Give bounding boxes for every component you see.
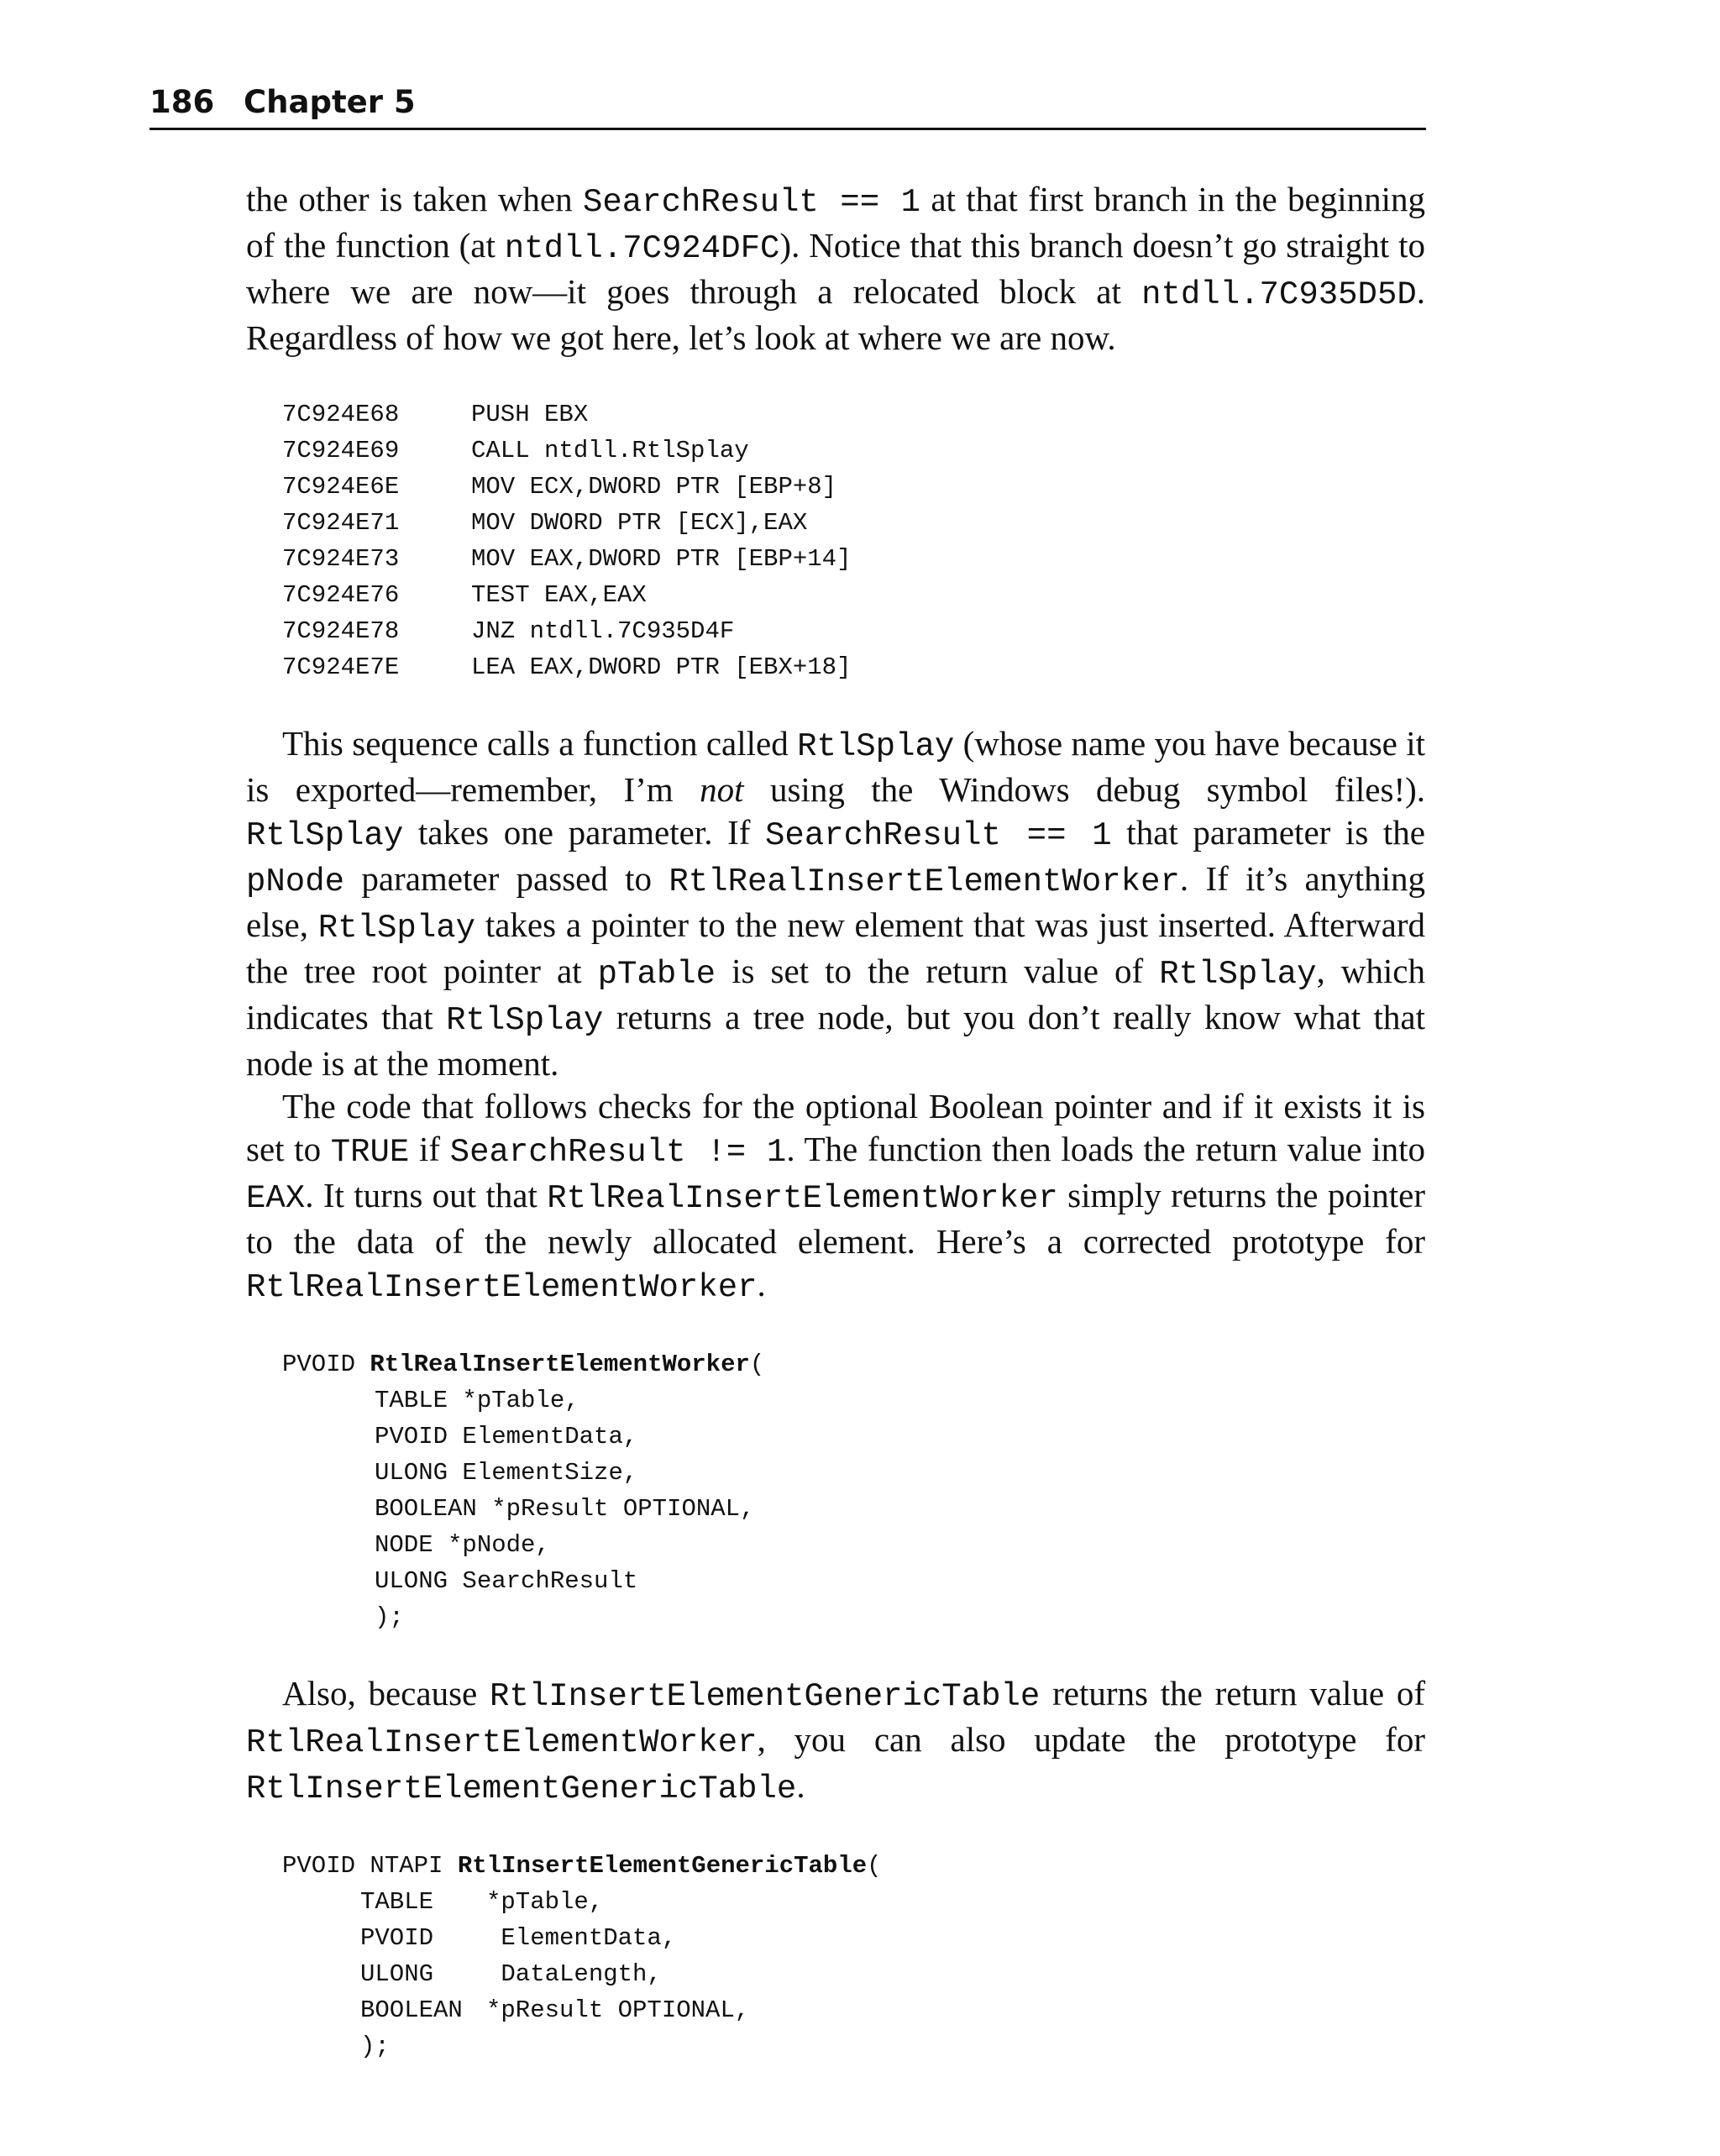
address: 7C924E71 bbox=[282, 509, 400, 537]
inline-code: RtlSplay bbox=[1159, 956, 1317, 993]
text: using the Windows debug symbol files!). bbox=[743, 770, 1425, 809]
text: ). Notice that this branch doesn’t go straight to where we are now—it goes through a relocated block at bbox=[246, 226, 1425, 311]
address: 7C924E7E bbox=[282, 653, 400, 681]
instruction: MOV DWORD PTR [ECX],EAX bbox=[471, 509, 808, 537]
text: This sequence calls a function called bbox=[282, 724, 798, 763]
param-line: PVOID ElementData, bbox=[375, 1423, 638, 1450]
text: is set to the return value of bbox=[716, 952, 1160, 990]
text: returns a tree node, but you don’t really know what that node is at the moment. bbox=[246, 998, 1426, 1083]
inline-code: RtlInsertElementGenericTable bbox=[490, 1678, 1041, 1715]
param-line: ULONG SearchResult bbox=[375, 1567, 638, 1595]
close-paren: ); bbox=[375, 1603, 404, 1631]
open-paren: ( bbox=[867, 1852, 882, 1880]
return-type: PVOID NTAPI bbox=[282, 1852, 458, 1880]
function-name: RtlInsertElementGenericTable bbox=[457, 1852, 868, 1880]
inline-code: RtlRealInsertElementWorker bbox=[669, 863, 1180, 900]
address: 7C924E76 bbox=[282, 581, 400, 609]
param-type: TABLE bbox=[360, 1888, 434, 1916]
param-name: DataLength, bbox=[486, 1960, 662, 1988]
text: . The function then loads the return value into bbox=[786, 1130, 1426, 1168]
listing-row bbox=[282, 396, 1425, 433]
instruction: LEA EAX,DWORD PTR [EBX+18] bbox=[471, 653, 852, 681]
instruction: JNZ ntdll.7C935D4F bbox=[471, 617, 735, 645]
inline-code: RtlInsertElementGenericTable bbox=[246, 1770, 797, 1807]
listing-row bbox=[282, 613, 1425, 649]
param-type: PVOID bbox=[360, 1924, 434, 1952]
text: . bbox=[757, 1265, 766, 1304]
inline-code: RtlSplay bbox=[317, 910, 476, 947]
prototype-listing-1 bbox=[246, 1346, 1425, 1635]
listing-row bbox=[282, 577, 1425, 613]
param-line bbox=[282, 1884, 1425, 1920]
inline-code: RtlRealInsertElementWorker bbox=[547, 1180, 1058, 1217]
text: (whose name you have because it is exported—remember, I’m bbox=[246, 724, 1425, 809]
text: . It turns out that bbox=[305, 1176, 548, 1214]
prototype-listing-2 bbox=[246, 1848, 1425, 2064]
instruction: TEST EAX,EAX bbox=[471, 581, 647, 609]
param-line: TABLE *pTable, bbox=[375, 1387, 579, 1414]
inline-code: pNode bbox=[246, 863, 345, 900]
text: Also, because bbox=[282, 1674, 490, 1713]
paragraph-2 bbox=[246, 722, 1425, 1085]
text: takes a pointer to the new element that was just inserted. Afterward the tree root pointer at bbox=[246, 905, 1425, 990]
prototype-signature bbox=[282, 1346, 1425, 1382]
inline-code: SearchResult != 1 bbox=[449, 1134, 787, 1171]
address: 7C924E6E bbox=[282, 473, 400, 501]
inline-code: pTable bbox=[597, 956, 716, 993]
text: simply returns the pointer to the data of the newly allocated element. Here’s a corrected prototype for bbox=[246, 1176, 1425, 1261]
listing-row bbox=[282, 433, 1425, 469]
open-paren: ( bbox=[749, 1351, 765, 1378]
listing-row bbox=[282, 505, 1425, 541]
text: . bbox=[796, 1766, 805, 1805]
param-name: *pResult OPTIONAL, bbox=[486, 1996, 750, 2024]
param-line bbox=[282, 1920, 1425, 1956]
text: . Regardless of how we got here, let’s look at where we are now. bbox=[246, 272, 1425, 357]
page-body bbox=[246, 178, 1425, 2064]
running-header bbox=[149, 81, 1426, 130]
page-number: 186 bbox=[149, 84, 215, 120]
paragraph-1 bbox=[246, 178, 1425, 359]
inline-code: RtlSplay bbox=[246, 817, 404, 854]
listing-row bbox=[282, 541, 1425, 577]
inline-code: EAX bbox=[246, 1180, 306, 1217]
inline-code: RtlRealInsertElementWorker bbox=[246, 1269, 758, 1306]
address: 7C924E73 bbox=[282, 545, 400, 573]
assembly-listing bbox=[246, 396, 1425, 685]
inline-code: ntdll.7C924DFC bbox=[504, 230, 780, 267]
param-line: NODE *pNode, bbox=[375, 1531, 550, 1559]
param-type: ULONG bbox=[360, 1960, 434, 1988]
address: 7C924E68 bbox=[282, 401, 400, 428]
text: if bbox=[409, 1130, 450, 1168]
text: , you can also update the prototype for bbox=[757, 1720, 1425, 1759]
close-paren: ); bbox=[360, 2033, 390, 2060]
function-name: RtlRealInsertElementWorker bbox=[370, 1351, 750, 1378]
param-line: ULONG ElementSize, bbox=[375, 1459, 638, 1487]
param-type: BOOLEAN bbox=[360, 1996, 463, 2024]
param-name: ElementData, bbox=[486, 1924, 677, 1952]
inline-code: SearchResult == 1 bbox=[582, 184, 921, 221]
emphasis: not bbox=[700, 770, 744, 809]
inline-code: RtlSplay bbox=[797, 728, 955, 765]
instruction: MOV EAX,DWORD PTR [EBP+14] bbox=[471, 545, 852, 573]
return-type: PVOID bbox=[282, 1351, 370, 1378]
paragraph-4 bbox=[246, 1672, 1425, 1811]
text: , which indicates that bbox=[246, 952, 1425, 1036]
address: 7C924E78 bbox=[282, 617, 400, 645]
param-name: *pTable, bbox=[486, 1888, 604, 1916]
prototype-signature bbox=[282, 1848, 1425, 1884]
text: The code that follows checks for the optional Boolean pointer and if it exists it is set to bbox=[246, 1087, 1425, 1168]
inline-code: SearchResult == 1 bbox=[765, 817, 1112, 854]
text: that parameter is the bbox=[1111, 813, 1426, 852]
text: . If it’s anything else, bbox=[246, 859, 1426, 944]
inline-code: TRUE bbox=[330, 1134, 410, 1171]
paragraph-3 bbox=[246, 1085, 1425, 1309]
instruction: PUSH EBX bbox=[471, 401, 589, 428]
instruction: CALL ntdll.RtlSplay bbox=[471, 437, 749, 464]
text: at that first branch in the beginning of the function (at bbox=[246, 180, 1425, 265]
param-line bbox=[282, 1956, 1425, 1992]
address: 7C924E69 bbox=[282, 437, 400, 464]
inline-code: ntdll.7C935D5D bbox=[1141, 276, 1417, 313]
instruction: MOV ECX,DWORD PTR [EBP+8] bbox=[471, 473, 837, 501]
listing-row bbox=[282, 469, 1425, 505]
inline-code: RtlSplay bbox=[446, 1002, 604, 1039]
text: returns the return value of bbox=[1040, 1674, 1425, 1713]
inline-code: RtlRealInsertElementWorker bbox=[246, 1724, 758, 1761]
text: the other is taken when bbox=[246, 180, 583, 218]
chapter-label: Chapter 5 bbox=[244, 84, 416, 120]
text: takes one parameter. If bbox=[403, 813, 766, 852]
text: parameter passed to bbox=[344, 859, 669, 898]
param-line bbox=[282, 1992, 1425, 2028]
listing-row bbox=[282, 649, 1425, 685]
param-line: BOOLEAN *pResult OPTIONAL, bbox=[375, 1495, 755, 1523]
